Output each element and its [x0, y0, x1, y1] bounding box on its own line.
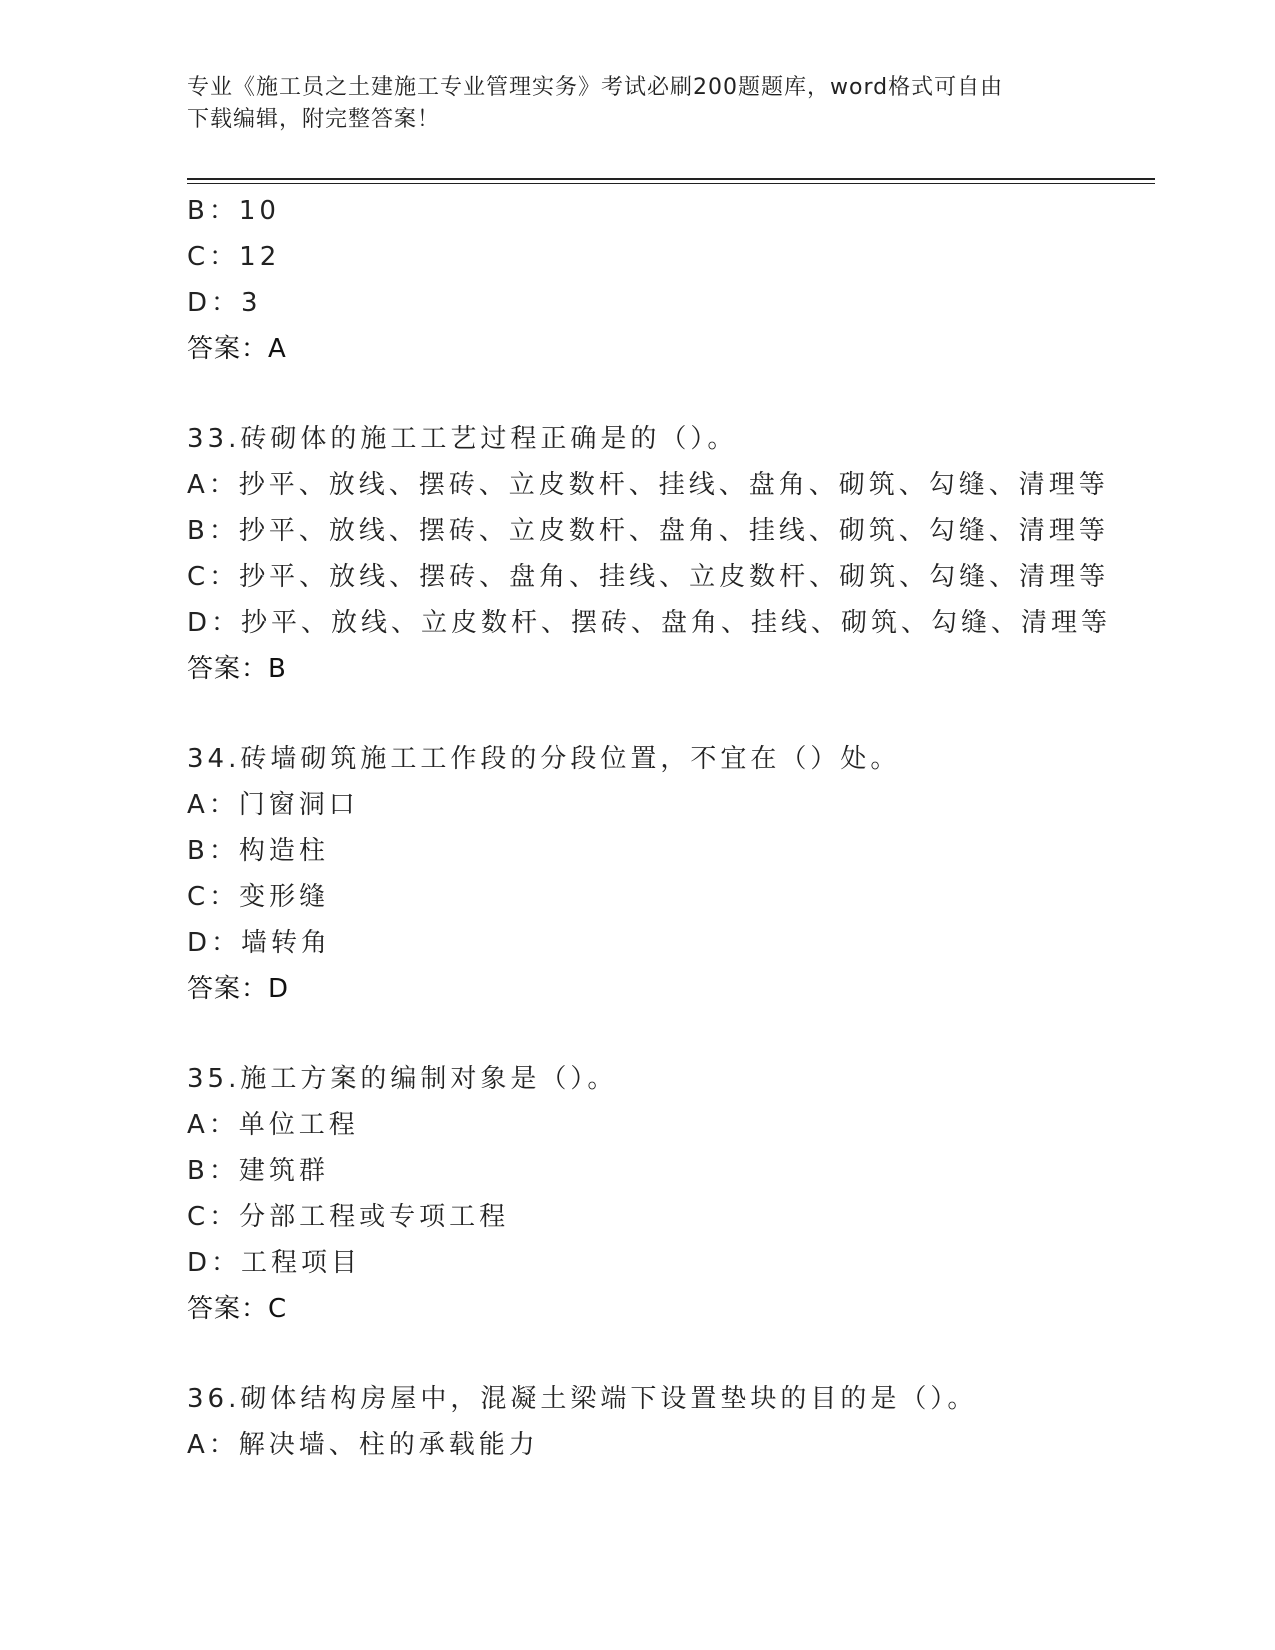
option-a: A：单位工程 [187, 1110, 359, 1140]
header-divider-thin [187, 183, 1155, 184]
header-line-2: 下载编辑，附完整答案！ [187, 107, 441, 132]
answer-label: 答案：A [187, 334, 287, 364]
answer-label: 答案：B [187, 654, 287, 684]
question-stem: 35.施工方案的编制对象是（）。 [187, 1064, 618, 1094]
option-c: C：抄平、放线、摆砖、盘角、挂线、立皮数杆、砌筑、勾缝、清理等 [187, 562, 1110, 592]
question-36 [187, 1376, 1155, 1468]
header-divider-thick [187, 178, 1155, 180]
question-stem: 34.砖墙砌筑施工工作段的分段位置，不宜在（）处。 [187, 744, 901, 774]
option-c: C：12 [187, 242, 281, 272]
document-header [187, 72, 1067, 136]
question-stem: 33.砖砌体的施工工艺过程正确是的（）。 [187, 424, 738, 454]
option-b: B：抄平、放线、摆砖、立皮数杆、盘角、挂线、砌筑、勾缝、清理等 [187, 516, 1109, 546]
question-34 [187, 736, 1155, 1012]
option-c: C：变形缝 [187, 882, 330, 912]
option-c: C：分部工程或专项工程 [187, 1202, 510, 1232]
question-stem: 36.砌体结构房屋中，混凝土梁端下设置垫块的目的是（）。 [187, 1384, 978, 1414]
option-a: A：解决墙、柱的承载能力 [187, 1430, 539, 1460]
option-b: B：建筑群 [187, 1156, 329, 1186]
option-d: D：抄平、放线、立皮数杆、摆砖、盘角、挂线、砌筑、勾缝、清理等 [187, 608, 1112, 638]
option-b: B：构造柱 [187, 836, 329, 866]
option-a: A：门窗洞口 [187, 790, 359, 820]
question-32-continued [187, 188, 1155, 372]
option-d: D：工程项目 [187, 1248, 362, 1278]
option-b: B：10 [187, 196, 280, 226]
answer-label: 答案：C [187, 1294, 288, 1324]
option-d: D：墙转角 [187, 928, 332, 958]
document-body [187, 188, 1155, 1468]
question-33 [187, 416, 1155, 692]
answer-label: 答案：D [187, 974, 290, 1004]
option-a: A：抄平、放线、摆砖、立皮数杆、挂线、盘角、砌筑、勾缝、清理等 [187, 470, 1109, 500]
header-line-1: 专业《施工员之土建施工专业管理实务》考试必刷200题题库，word格式可自由 [187, 75, 1004, 100]
question-35 [187, 1056, 1155, 1332]
option-d: D：3 [187, 288, 262, 318]
